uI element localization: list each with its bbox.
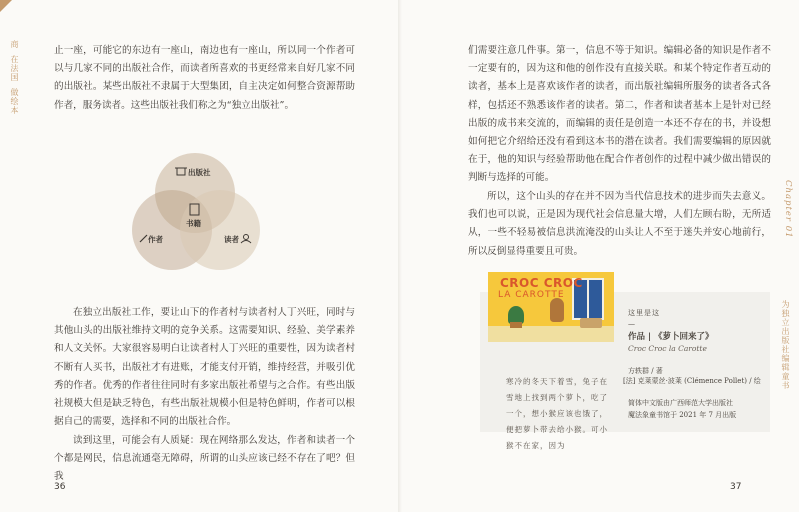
corner-mark [0, 0, 12, 12]
publisher-label: 出版社 [188, 168, 211, 177]
cover-pot [510, 322, 522, 328]
author-label: 作者 [148, 235, 163, 244]
side-line-3: 做绘本 [10, 88, 19, 115]
cover-title-line-2: LA CAROTTE [498, 290, 565, 300]
right-paragraph-1: 们需要注意几件事。第一，信息不等于知识。编辑必备的知识是作者不一定要有的，因为这和他的创作没有直接关联。和某个特定作者互动的读者，基本上是喜欢该作者的读者，而出版社编辑所服务的读者各式各样，包括还不熟悉该作者的读者。第二，作者和读者基本上是针对已经出版的成书来交流的，而编辑的责任是创造一本还不存在的书，并设想如何把它介绍给还没有看到这本书的潜在读者。我们需要编辑的原因就在于，他的知识与经验帮助他在配合作者创作的过程中减少做出错误的判断与选择的可能。 [468, 45, 771, 184]
right-page-number: 37 [730, 482, 742, 492]
book-cover-image [488, 272, 614, 342]
card-book-title: 作品 | 《萝卜回来了》 [628, 332, 714, 342]
book-info-card [480, 276, 770, 450]
book-label: 书籍 [186, 219, 201, 228]
card-publish-date: 魔法象童书馆于 2021 年 7 月出版 [628, 411, 737, 419]
card-dash: — [628, 320, 635, 328]
card-illustrator: [法] 克莱蒙丝·波莱 (Clémence Pollet) / 绘 [623, 377, 761, 385]
reader-circle [180, 190, 260, 270]
left-paragraph-1: 止一座，可能它的东边有一座山，南边也有一座山，所以同一个作者可以与几家不同的出版社合作，而读者所喜欢的书更经常来自好几家不同的出版社。某些出版社不隶属于大型集团，自主决定如何整合资源帮助作者，服务读者。这些出版社我们称之为“独立出版社”。 [54, 45, 355, 111]
venn-diagram [120, 148, 280, 274]
side-line-1: 商 [10, 40, 19, 49]
reader-label: 读者 [224, 235, 239, 244]
side-line-2: 在法国 [10, 55, 19, 82]
cover-title-line-1: CROC CROC [500, 276, 583, 290]
card-publisher: 简体中文版由广西师范大学出版社 [628, 399, 733, 407]
cover-rabbit [550, 298, 564, 322]
left-paragraph-2: 在独立出版社工作，要让山下的作者村与读者村人丁兴旺，同时与其他山头的出版社维持文明的竞争关系。这需要知识、经验、美学素养和人文关怀。大家很容易明白让读者村人丁兴旺的重要性，因为读者村不断有人买书，出版社才有进账，才能支付开销，维持经营，并吸引优秀的作者。优秀的作者往往同时有多家出版社希望与之合作。有些出版社规模大但是缺乏特色，有些出版社规模小但是特色鲜明，作者可以根据自己的需要，选择和不同的出版社合作。 [54, 307, 355, 428]
card-label: 这里是这 [628, 309, 660, 317]
side-vertical-title [7, 40, 19, 115]
chapter-title-vertical: 为独立出版社编辑童书 [781, 300, 790, 390]
cover-floor [488, 326, 614, 342]
card-author: 方轶群 / 著 [628, 367, 663, 375]
cover-basket [580, 318, 602, 328]
card-book-title-en: Croc Croc la Carotte [628, 344, 707, 353]
card-excerpt: 寒冷的冬天下着雪，兔子在雪地上找到两个萝卜，吃了一个，想小猴应该也饿了，便把萝卜带去给小猴。可小猴不在家，因为 [506, 377, 608, 450]
left-paragraph-3: 读到这里，可能会有人质疑：现在网络那么发达，作者和读者一个个都是网民，信息流通毫无障碍，所谓的山头应该已经不存在了吧？但我 [54, 435, 355, 483]
chapter-marker: Chapter 01 [783, 180, 793, 239]
left-page-number: 36 [54, 482, 66, 492]
right-paragraph-2: 所以，这个山头的存在并不因为当代信息技术的进步而失去意义。我们也可以说，正是因为现代社会信息量大增，人们左顾右盼，无所适从，一些不轻易被信息洪流淹没的山头让人不至于迷失并安心地前行，所以反倒显得重要且可贵。 [468, 191, 771, 257]
